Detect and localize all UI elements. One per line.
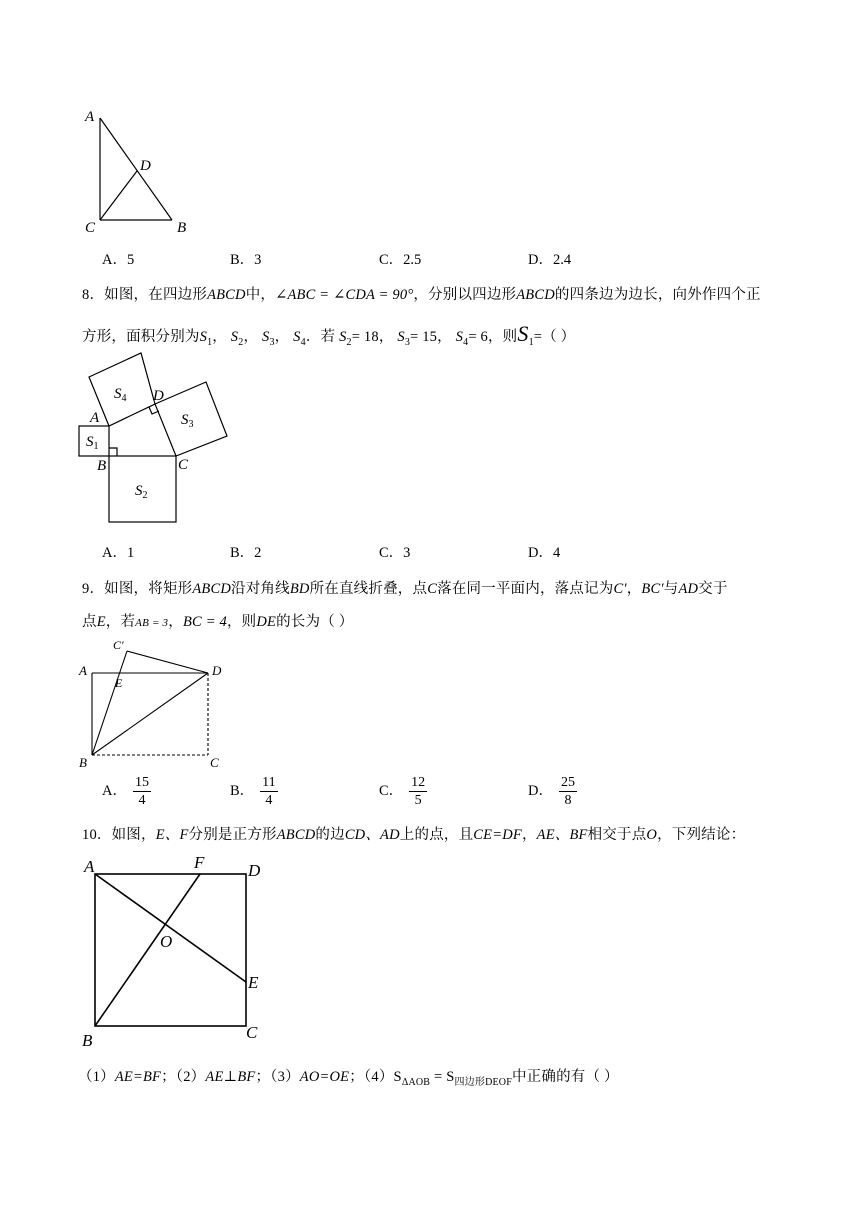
q10-label-c: C bbox=[246, 1023, 258, 1042]
q8-stem-line2: 方形，面积分别为$S_1$， $S_2$， $S_3$， $S_4$．若 $S_2= 18$， $S_3= 15$， $S_4= 6$，则$S_1=$（ ） bbox=[82, 321, 576, 348]
q9-fold-figure bbox=[75, 633, 235, 773]
q7-triangle-figure bbox=[80, 105, 195, 235]
q7-option-d: D．2.4 bbox=[528, 252, 572, 268]
q10-stem-line1: 10．如图，E、F分别是正方形ABCD的边CD、AD上的点，且CE=DF，AE、BF相交于点O，下列结论： bbox=[82, 827, 746, 843]
q9-stem-line1: 9．如图，将矩形ABCD沿对角线BD所在直线折叠，点C落在同一平面内，落点记为C′，BC′与AD交于 bbox=[82, 581, 728, 597]
q8-label-a: A bbox=[90, 410, 100, 426]
q8-label-s4: $S_4$ bbox=[114, 386, 127, 404]
q10-label-e: E bbox=[248, 973, 259, 992]
q9-option-c: C． $\frac{12}{5}$ bbox=[379, 775, 426, 808]
q7-label-b: B bbox=[177, 220, 187, 236]
q10-square-figure bbox=[80, 850, 270, 1050]
q9-stem-line2: 点E，若AB = 3，BC = 4，则DE的长为（ ） bbox=[82, 614, 354, 630]
q10-conclusions: （1）AE=BF；（2）AE⊥BF；（3）AO=OE；$(4)S_{\Delta AOB} = S_{四边形DEOF}$中正确的有（ ） bbox=[78, 1069, 619, 1088]
q7-option-c: C．2.5 bbox=[379, 252, 422, 268]
q7-option-a: A．5 bbox=[102, 252, 135, 268]
q10-label-o: O bbox=[160, 932, 173, 951]
q8-label-s3: $S_3$ bbox=[181, 412, 194, 430]
q8-squares-figure bbox=[70, 350, 240, 528]
q8-label-s1: $S_1$ bbox=[86, 434, 99, 452]
q9-label-a: A bbox=[79, 663, 87, 678]
q8-option-a: A．1 bbox=[102, 545, 135, 561]
q8-stem-line1: 8．如图，在四边形ABCD中，∠ABC = ∠CDA = 90°，分别以四边形ABCD的四条边为边长，向外作四个正 bbox=[82, 287, 761, 303]
q9-option-d: D． $\frac{25}{8}$ bbox=[528, 775, 575, 808]
q9-option-a: A． $\frac{15}{4}$ bbox=[102, 775, 149, 808]
q10-label-d: D bbox=[248, 861, 261, 880]
q8-label-b: B bbox=[97, 458, 107, 474]
q8-option-b: B．2 bbox=[230, 545, 262, 561]
q10-label-b: B bbox=[82, 1031, 93, 1050]
q7-label-a: A bbox=[85, 109, 95, 125]
q9-label-cprime: C′ bbox=[113, 638, 124, 652]
q8-option-d: D．4 bbox=[528, 545, 561, 561]
q9-label-d: D bbox=[212, 663, 222, 678]
q8-label-s2: $S_2$ bbox=[135, 483, 148, 501]
q9-label-b: B bbox=[79, 755, 87, 770]
q7-label-c: C bbox=[85, 220, 96, 236]
q9-label-c: C bbox=[210, 755, 219, 770]
q10-label-a: A bbox=[84, 857, 95, 876]
q9-option-b: B． $\frac{11}{4}$ bbox=[230, 775, 276, 808]
q8-label-c: C bbox=[178, 457, 189, 473]
q9-label-e: E bbox=[115, 676, 123, 690]
q8-label-d: D bbox=[153, 388, 164, 404]
q7-label-d: D bbox=[140, 158, 151, 174]
q10-label-f: F bbox=[194, 853, 205, 872]
q8-option-c: C．3 bbox=[379, 545, 411, 561]
q7-option-b: B．3 bbox=[230, 252, 262, 268]
